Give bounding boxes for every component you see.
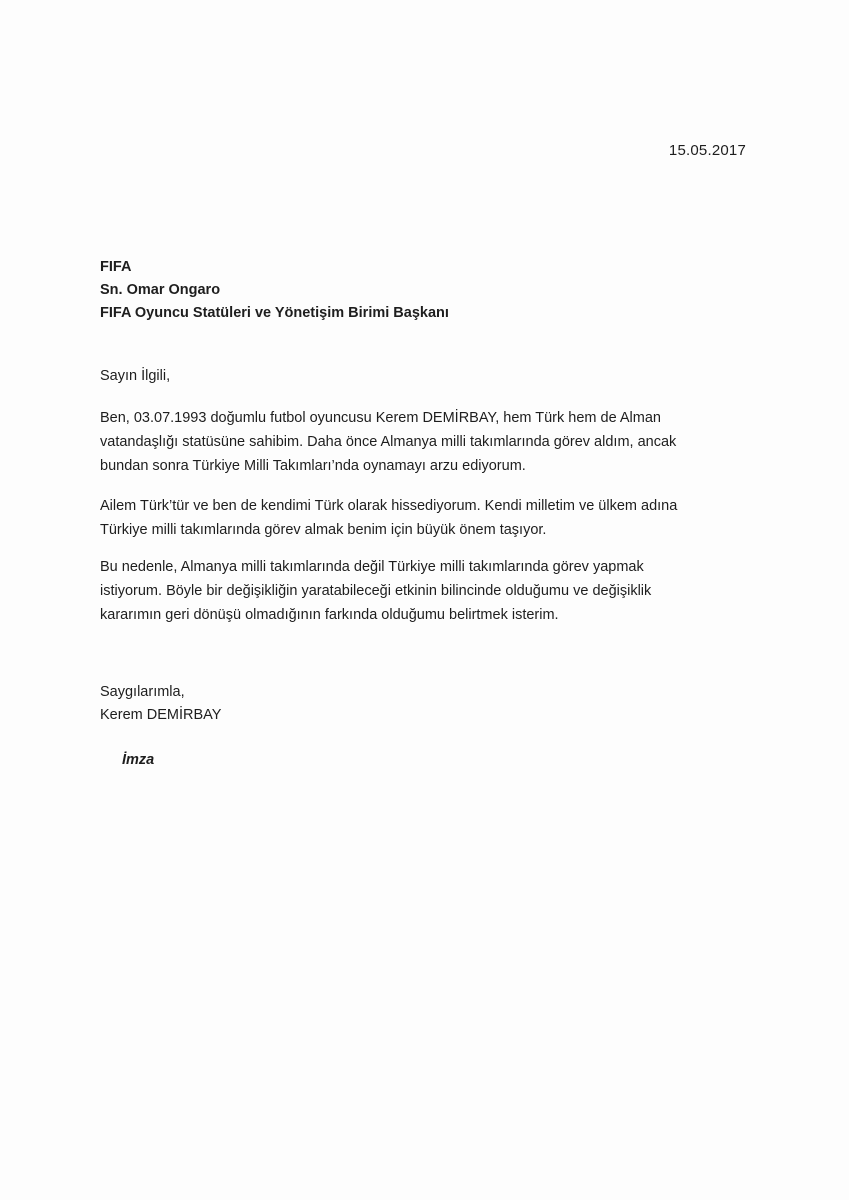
recipient-title: FIFA Oyuncu Statüleri ve Yönetişim Birimi Başkanı (100, 305, 449, 321)
paragraph-line: istiyorum. Böyle bir değişikliğin yaratabileceği etkinin bilincinde olduğumu ve değişiklik (100, 583, 652, 599)
recipient-name: Sn. Omar Ongaro (100, 282, 221, 298)
letter-date: 15.05.2017 (668, 142, 746, 159)
recipient-block (100, 256, 449, 325)
signature-label: İmza (122, 752, 155, 768)
paragraph-line: bundan sonra Türkiye Milli Takımları’nda oynamayı arzu ediyorum. (100, 458, 526, 474)
paragraph-line: Türkiye milli takımlarında görev almak benim için büyük önem taşıyor. (100, 522, 547, 538)
paragraph-line: vatandaşlığı statüsüne sahibim. Daha önce Almanya milli takımlarında görev aldım, ancak (100, 434, 677, 450)
paragraph-line: Ailem Türk’tür ve ben de kendimi Türk olarak hissediyorum. Kendi milletim ve ülkem adına (100, 498, 678, 514)
paragraph-3 (100, 555, 760, 627)
paragraph-line: Ben, 03.07.1993 doğumlu futbol oyuncusu Kerem DEMİRBAY, hem Türk hem de Alman (100, 410, 661, 426)
closing-block (100, 681, 221, 727)
paragraph-2 (100, 494, 760, 542)
closing-salutation: Saygılarımla, (100, 684, 185, 700)
recipient-organization: FIFA (100, 259, 132, 275)
greeting: Sayın İlgili, (100, 368, 171, 384)
paragraph-line: Bu nedenle, Almanya milli takımlarında değil Türkiye milli takımlarında görev yapmak (100, 559, 644, 575)
paragraph-line: kararımın geri dönüşü olmadığının farkında olduğumu belirtmek isterim. (100, 607, 559, 623)
paragraph-1 (100, 406, 760, 478)
sender-name: Kerem DEMİRBAY (100, 707, 222, 723)
